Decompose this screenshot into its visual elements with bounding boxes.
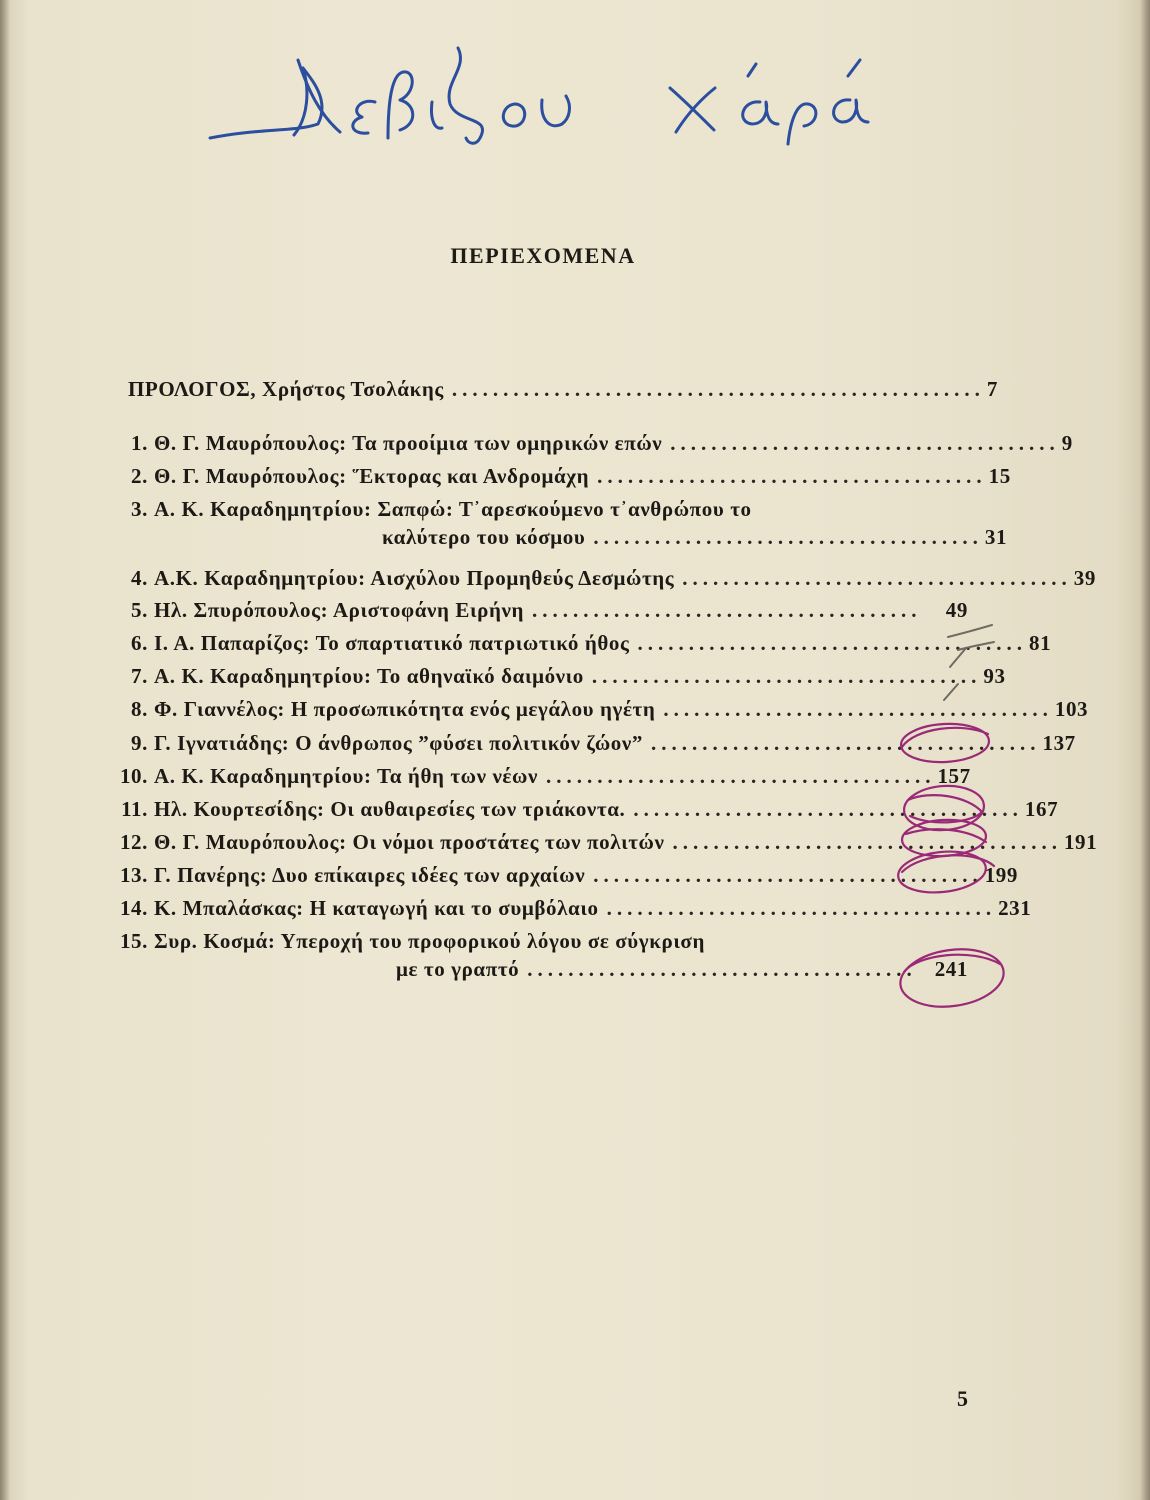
- toc-leader-dots: ......................................: [650, 731, 1041, 755]
- toc-entry-number: 6.: [131, 631, 148, 655]
- toc-entry-title-continued: καλύτερο του κόσμου: [382, 525, 586, 549]
- page-title: ΠΕΡΙΕΧΟΜΕΝΑ: [450, 243, 636, 268]
- toc-entry-page: 39: [1073, 566, 1096, 590]
- toc-entry-title: Ηλ. Κουρτεσίδης: Οι αυθαιρεσίες των τριάκοντα.: [154, 797, 626, 821]
- toc-entry-page: 137: [1042, 731, 1076, 755]
- toc-entry-title: Α. Κ. Καραδημητρίου: Τα ήθη των νέων: [154, 764, 538, 788]
- toc-leader-dots: ......................................: [591, 664, 982, 688]
- toc-leader-dots: ....................................................: [451, 377, 985, 401]
- toc-entry: [100, 729, 1076, 757]
- toc-entry-title: Α. Κ. Καραδημητρίου: Το αθηναϊκό δαιμόνιο: [154, 664, 584, 688]
- toc-entry-number: 1.: [131, 431, 148, 455]
- toc-entry-number: 9.: [131, 731, 148, 755]
- toc-entry-number: 5.: [131, 598, 148, 622]
- toc-entry: [100, 564, 1096, 592]
- toc-entry: [100, 894, 1032, 922]
- toc-entry-page: 157: [937, 764, 971, 788]
- toc-entry-page: 199: [984, 863, 1019, 887]
- toc-entry-page: 103: [1054, 697, 1089, 721]
- toc-entry-title: Α. Κ. Καραδημητρίου: Σαπφώ: Τ᾽αρεσκούμενο τ᾽ανθρώπου το: [154, 497, 752, 521]
- toc-leader-dots: ......................................: [527, 957, 917, 981]
- toc-entry: [100, 695, 1089, 723]
- toc-entry-title: Συρ. Κοσμά: Υπεροχή του προφορικού λόγου σε σύγκριση: [154, 929, 705, 953]
- toc-prolog: [100, 375, 998, 403]
- toc-entry-page: 49: [945, 598, 968, 622]
- toc-entry-number: 2.: [131, 464, 148, 488]
- page-number: 5: [957, 1386, 968, 1411]
- toc-entry-number: 3.: [131, 497, 148, 521]
- toc-leader-dots: ......................................: [637, 631, 1027, 655]
- toc-entry-page: 241: [934, 957, 968, 981]
- toc-leader-dots: ......................................: [545, 764, 936, 788]
- toc-leader-dots: ......................................: [633, 797, 1023, 821]
- toc-entry-title: Φ. Γιαννέλος: Η προσωπικότητα ενός μεγάλου ηγέτη: [154, 697, 656, 721]
- toc-leader-dots: ......................................: [672, 830, 1062, 854]
- toc-entry: [100, 495, 1008, 557]
- toc-leader-dots: ......................................: [597, 464, 987, 488]
- toc-entry: [100, 462, 1011, 490]
- toc-entry-title: Θ. Γ. Μαυρόπουλος: Ἕκτορας και Ανδρομάχη: [154, 464, 590, 488]
- toc-entry: [100, 429, 1073, 457]
- toc-entry-title: Θ. Γ. Μαυρόπουλος: Τα προοίμια των ομηρικών επών: [154, 431, 663, 455]
- toc-entry-title: Α.Κ. Καραδημητρίου: Αισχύλου Προμηθεύς Δεσμώτης: [154, 566, 675, 590]
- toc-entry: [100, 828, 1098, 856]
- toc-entry-number: 13.: [119, 863, 148, 887]
- toc-entry-page: 81: [1028, 631, 1052, 655]
- toc-entry-page: 9: [1061, 431, 1073, 455]
- toc-entry-title: Ηλ. Σπυρόπουλος: Αριστοφάνη Ειρήνη: [154, 598, 524, 622]
- toc-entry-title: Γ. Ιγνατιάδης: Ο άνθρωπος ”φύσει πολιτικόν ζώον”: [154, 731, 643, 755]
- toc-entry-page: 167: [1024, 797, 1059, 821]
- toc-entry: [100, 629, 1052, 657]
- toc-entry-number: 11.: [121, 797, 148, 821]
- toc-entry-number: 7.: [131, 664, 148, 688]
- toc-entry: [100, 795, 1059, 823]
- toc-entry-number: 10.: [119, 764, 148, 788]
- toc-entry-number: 12.: [119, 830, 148, 854]
- toc-entry: [100, 927, 968, 989]
- toc-leader-dots: ......................................: [593, 863, 983, 887]
- toc-entry-page: 231: [998, 896, 1032, 920]
- toc-entry-page: 93: [983, 664, 1006, 688]
- toc-prolog-title: ΠΡΟΛΟΓΟΣ, Χρήστος Τσολάκης: [128, 377, 444, 401]
- toc-entry-page: 31: [984, 525, 1008, 549]
- toc-entry-title: Θ. Γ. Μαυρόπουλος: Οι νόμοι προστάτες των πολιτών: [154, 830, 665, 854]
- toc-leader-dots: ......................................: [682, 566, 1072, 590]
- toc-entry-number: 4.: [131, 566, 148, 590]
- toc-prolog-page: 7: [986, 377, 998, 401]
- toc-entry: [100, 596, 968, 624]
- toc-leader-dots: ......................................: [606, 896, 997, 920]
- toc-leader-dots: ......................................: [663, 697, 1053, 721]
- toc-entry-page: 15: [988, 464, 1011, 488]
- toc-entry-page: 191: [1063, 830, 1098, 854]
- toc-entry-number: 15.: [119, 929, 148, 953]
- toc-entry-number: 14.: [119, 896, 148, 920]
- toc-entry-title: Γ. Πανέρης: Δυο επίκαιρες ιδέες των αρχαίων: [154, 863, 586, 887]
- toc-leader-dots: ......................................: [593, 525, 983, 549]
- toc-entry-title: Ι. Α. Παπαρίζος: Το σπαρτιατικό πατριωτικό ήθος: [154, 631, 630, 655]
- toc-entry-number: 8.: [131, 697, 148, 721]
- toc-entry-title: Κ. Μπαλάσκας: Η καταγωγή και το συμβόλαιο: [154, 896, 599, 920]
- toc-leader-dots: ......................................: [670, 431, 1060, 455]
- toc-entry: [100, 762, 971, 790]
- toc-leader-dots: ......................................: [531, 598, 922, 622]
- toc-entry: [100, 861, 1019, 889]
- toc-entry-title-continued: με το γραπτό: [396, 957, 520, 981]
- toc-entry: [100, 662, 1006, 690]
